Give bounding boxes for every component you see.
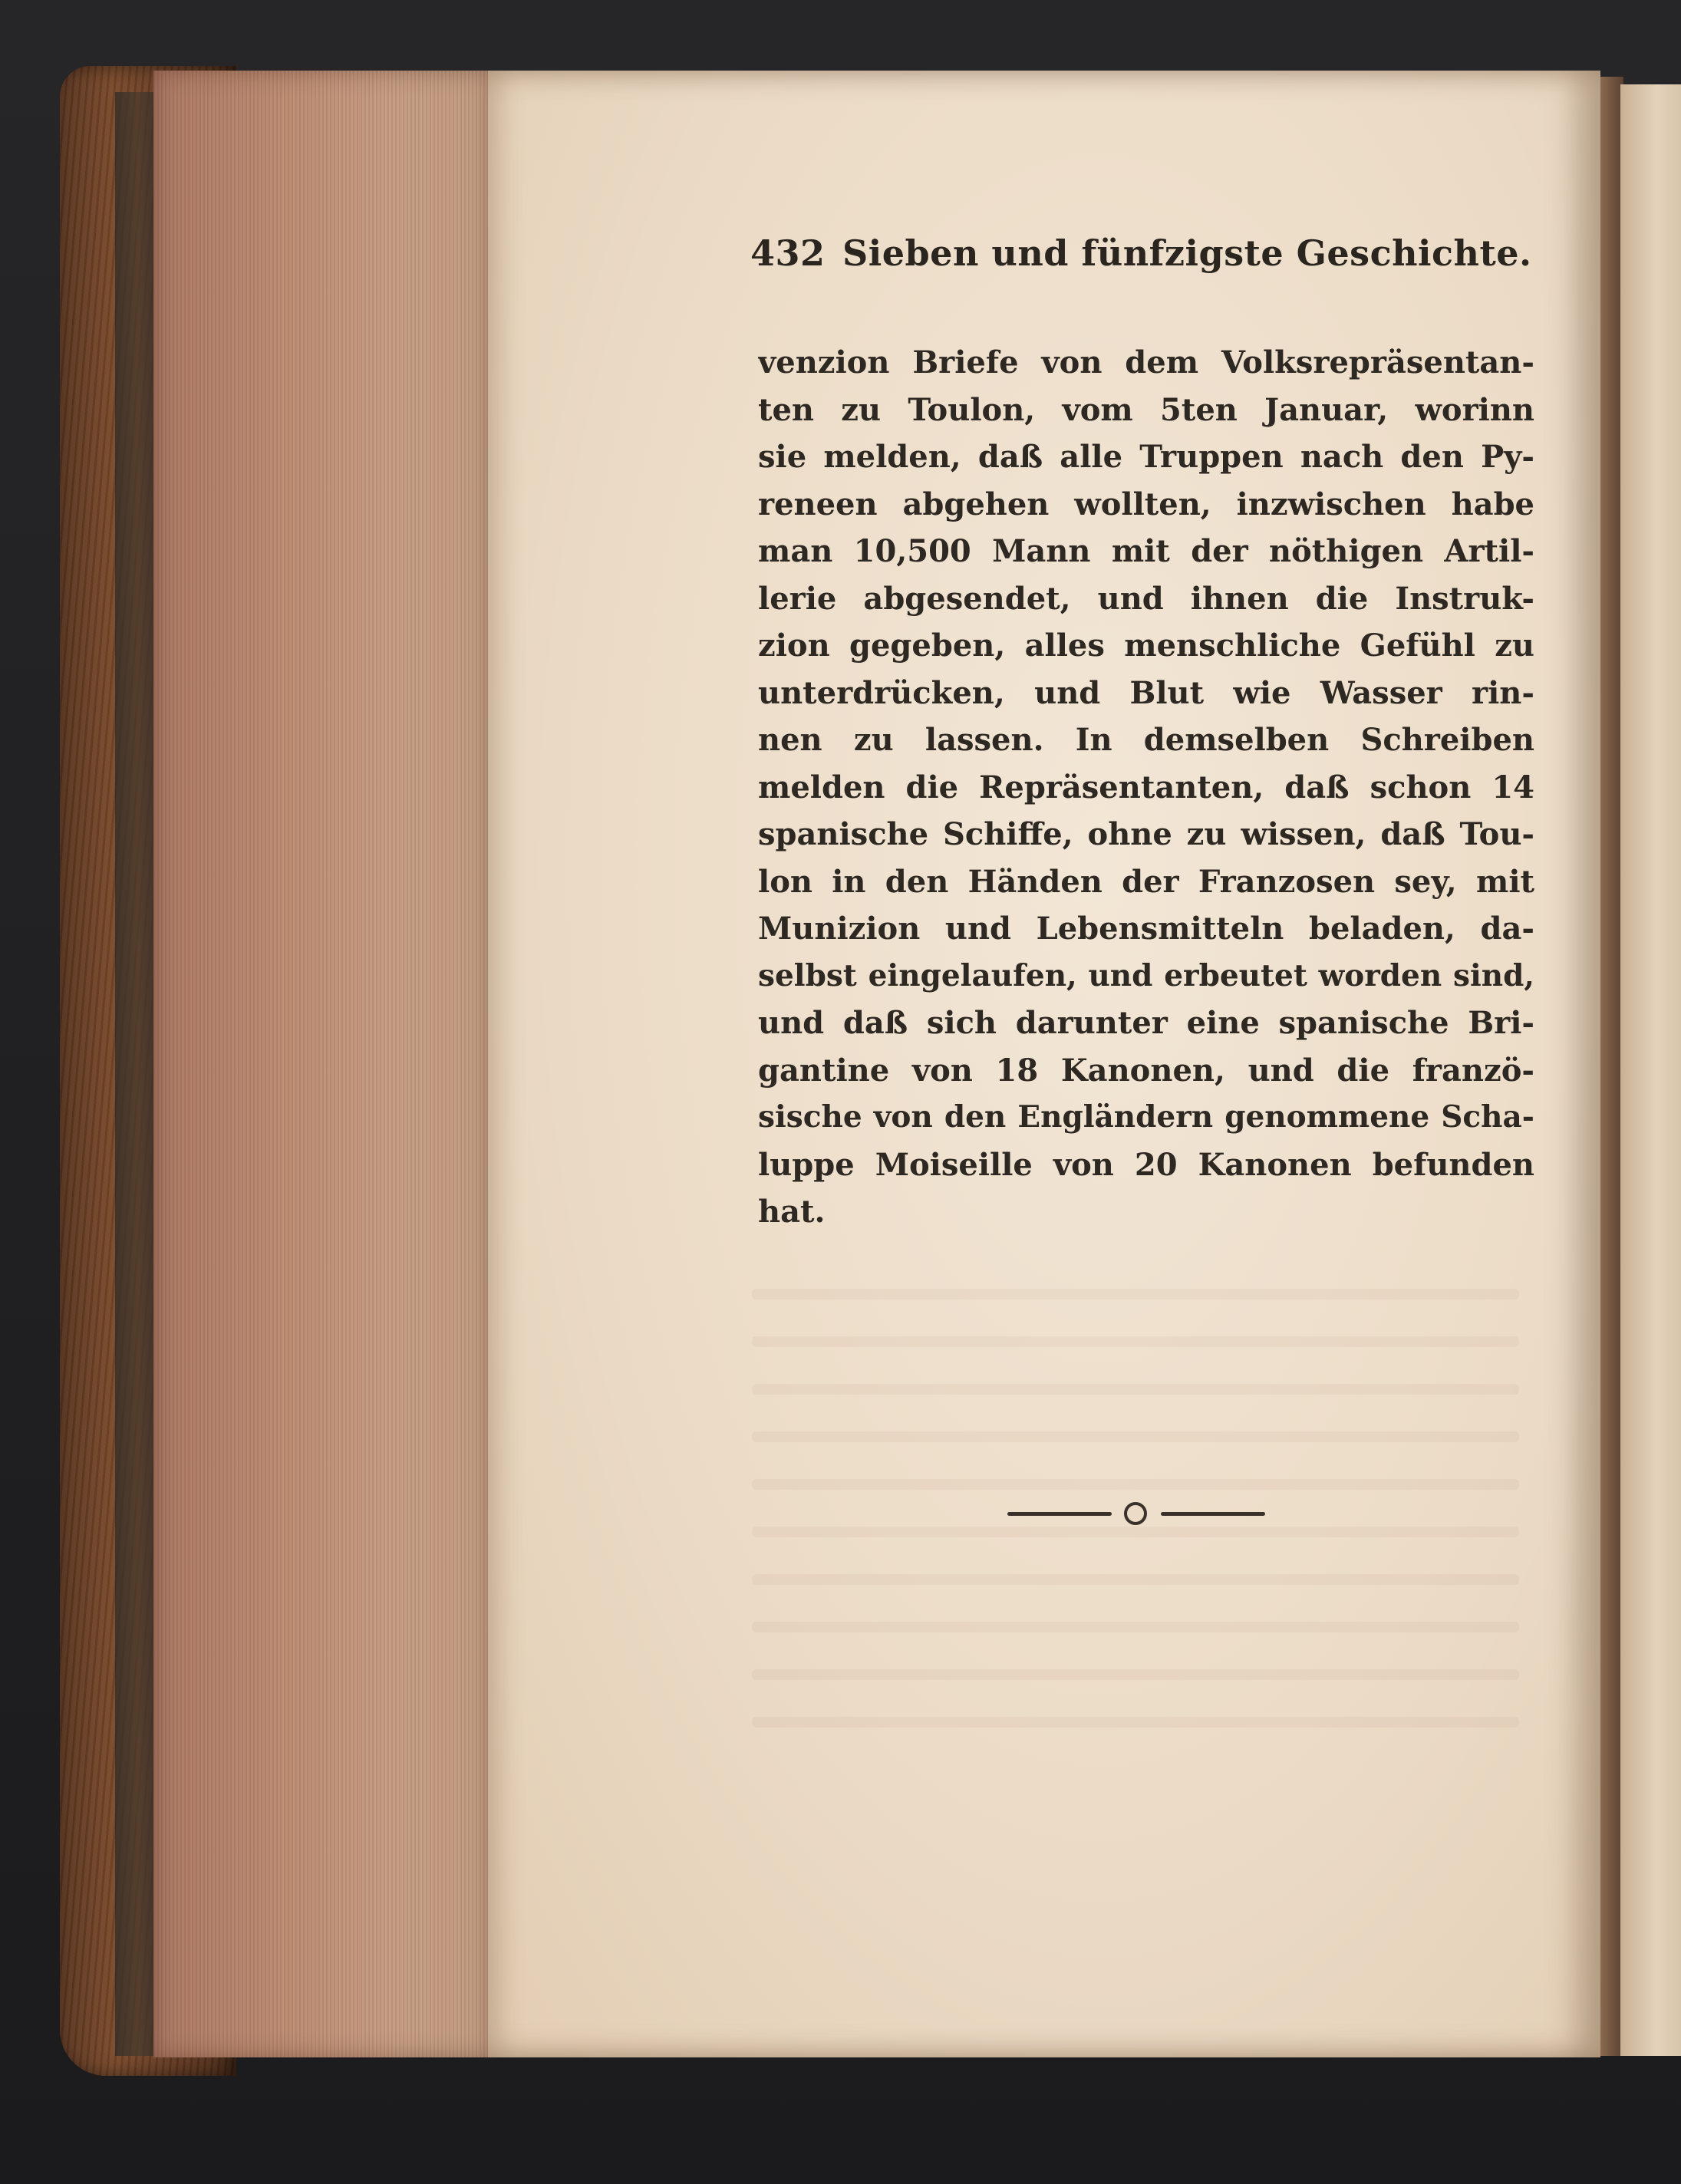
running-head (750, 229, 1534, 278)
text-line: venzion Briefe von dem Volksrepräsentan- (758, 344, 1534, 380)
show-through-text (752, 1289, 1534, 1826)
text-line: sische von den Engländern genommene Scha- (758, 1099, 1534, 1135)
ornament-circle (1124, 1502, 1147, 1525)
page-number: 432 (750, 232, 826, 274)
text-line: und daß sich darunter eine spanische Bri- (758, 1005, 1534, 1041)
body-text (758, 339, 1534, 1236)
facing-page-edge (1620, 84, 1681, 2056)
text-line: lerie abgesendet, und ihnen die Instruk- (758, 580, 1534, 617)
text-line: unterdrücken, und Blut wie Wasser rin- (758, 674, 1534, 711)
ornament-rule-right (1161, 1512, 1265, 1516)
text-line: hat. (758, 1194, 826, 1230)
text-line: gantine von 18 Kanonen, und die franzö- (758, 1052, 1534, 1089)
text-line: spanische Schiffe, ohne zu wissen, daß Tou- (758, 816, 1534, 852)
text-line: luppe Moiseille von 20 Kanonen befunden (758, 1146, 1534, 1183)
text-line: sie melden, daß alle Truppen nach den Py- (758, 439, 1534, 475)
text-line: ten zu Toulon, vom 5ten Januar, worinn (758, 391, 1534, 428)
text-line: zion gegeben, alles menschliche Gefühl zu (758, 628, 1534, 664)
page-block-edge (153, 71, 491, 2057)
text-line: melden die Repräsentanten, daß schon 14 (758, 769, 1534, 805)
text-line: selbst eingelaufen, und erbeutet worden sind, (758, 957, 1534, 993)
text-line: lon in den Händen der Franzosen sey, mit (758, 863, 1534, 900)
text-line: Munizion und Lebensmitteln beladen, da- (758, 911, 1534, 947)
text-line: reneen abgehen wollten, inzwischen habe (758, 486, 1534, 522)
text-line: nen zu lassen. In demselben Schreiben (758, 722, 1534, 758)
ornament-rule-left (1007, 1512, 1112, 1516)
end-ornament-icon (1001, 1500, 1270, 1527)
chapter-title: Sieben und fünfzigste Geschichte. (842, 232, 1532, 274)
text-line: man 10,500 Mann mit der nöthigen Artil- (758, 533, 1534, 569)
